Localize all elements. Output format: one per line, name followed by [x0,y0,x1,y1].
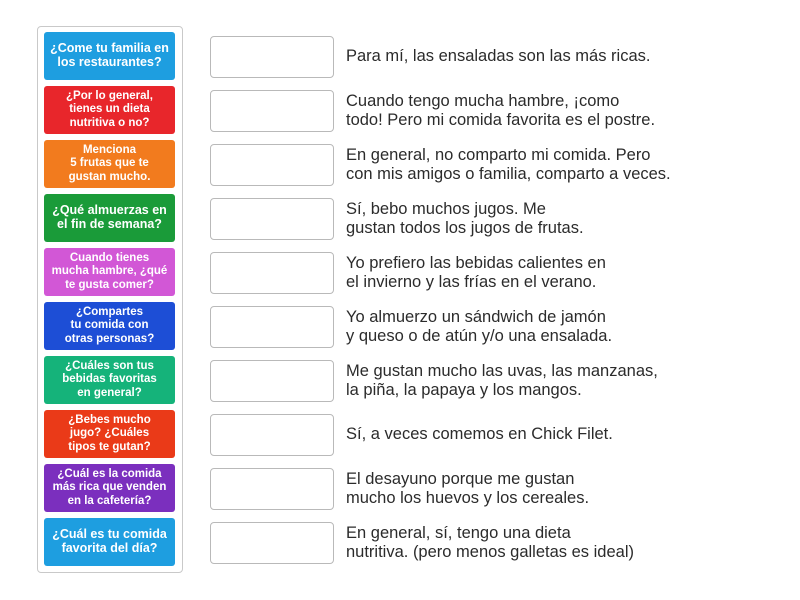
question-tile-text: ¿Por lo general, tienes un dieta nutritiva o no? [66,90,153,129]
answer-text: Yo almuerzo un sándwich de jamón y queso o de atún y/o una ensalada. [346,307,613,345]
question-tile-text: ¿Come tu familia en los restaurantes? [50,41,169,69]
drop-slot[interactable] [210,522,334,564]
drop-slot[interactable] [210,306,334,348]
answer-text: Cuando tengo mucha hambre, ¡como todo! Pero mi comida favorita es el postre. [346,91,656,129]
answer-text: En general, sí, tengo una dieta nutritiva. (pero menos galletas es ideal) [346,523,634,561]
drop-slot[interactable] [210,414,334,456]
drop-slot[interactable] [210,90,334,132]
drop-slot[interactable] [210,144,334,186]
answer-text: Me gustan mucho las uvas, las manzanas, la piña, la papaya y los mangos. [346,361,658,399]
drop-slot[interactable] [210,360,334,402]
question-tile-text: ¿Cuáles son tus bebidas favoritas en general? [62,360,157,399]
question-tile[interactable] [44,86,175,134]
question-tile[interactable] [44,140,175,188]
answer-text: Yo prefiero las bebidas calientes en el invierno y las frías en el verano. [346,253,606,291]
question-tile-text: Cuando tienes mucha hambre, ¿qué te gusta comer? [51,252,168,291]
question-tile-text: ¿Cuál es tu comida favorita del día? [52,527,167,555]
question-tile-text: ¿Bebes mucho jugo? ¿Cuáles tipos te gutan? [68,414,151,453]
question-tile-text: ¿Cuál es la comida más rica que venden en la cafetería? [52,468,167,507]
answer-text: Para mí, las ensaladas son las más ricas. [346,47,651,66]
question-tile[interactable] [44,356,175,404]
question-tile-text: Menciona 5 frutas que te gustan mucho. [68,144,151,183]
question-tile-text: ¿Qué almuerzas en el fin de semana? [52,203,167,231]
question-tile[interactable] [44,248,175,296]
question-tile[interactable] [44,194,175,242]
drop-slot[interactable] [210,36,334,78]
question-tile[interactable] [44,302,175,350]
drop-slot[interactable] [210,198,334,240]
drop-slot[interactable] [210,252,334,294]
question-tile[interactable] [44,518,175,566]
question-tile[interactable] [44,32,175,80]
answer-text: Sí, bebo muchos jugos. Me gustan todos los jugos de frutas. [346,199,584,237]
question-tile[interactable] [44,410,175,458]
question-tile-text: ¿Compartes tu comida con otras personas? [64,306,155,345]
drop-slot[interactable] [210,468,334,510]
answer-text: Sí, a veces comemos en Chick Filet. [346,425,613,444]
answer-text: En general, no comparto mi comida. Pero con mis amigos o familia, comparto a veces. [346,145,671,183]
question-tile[interactable] [44,464,175,512]
answer-text: El desayuno porque me gustan mucho los huevos y los cereales. [346,469,590,507]
